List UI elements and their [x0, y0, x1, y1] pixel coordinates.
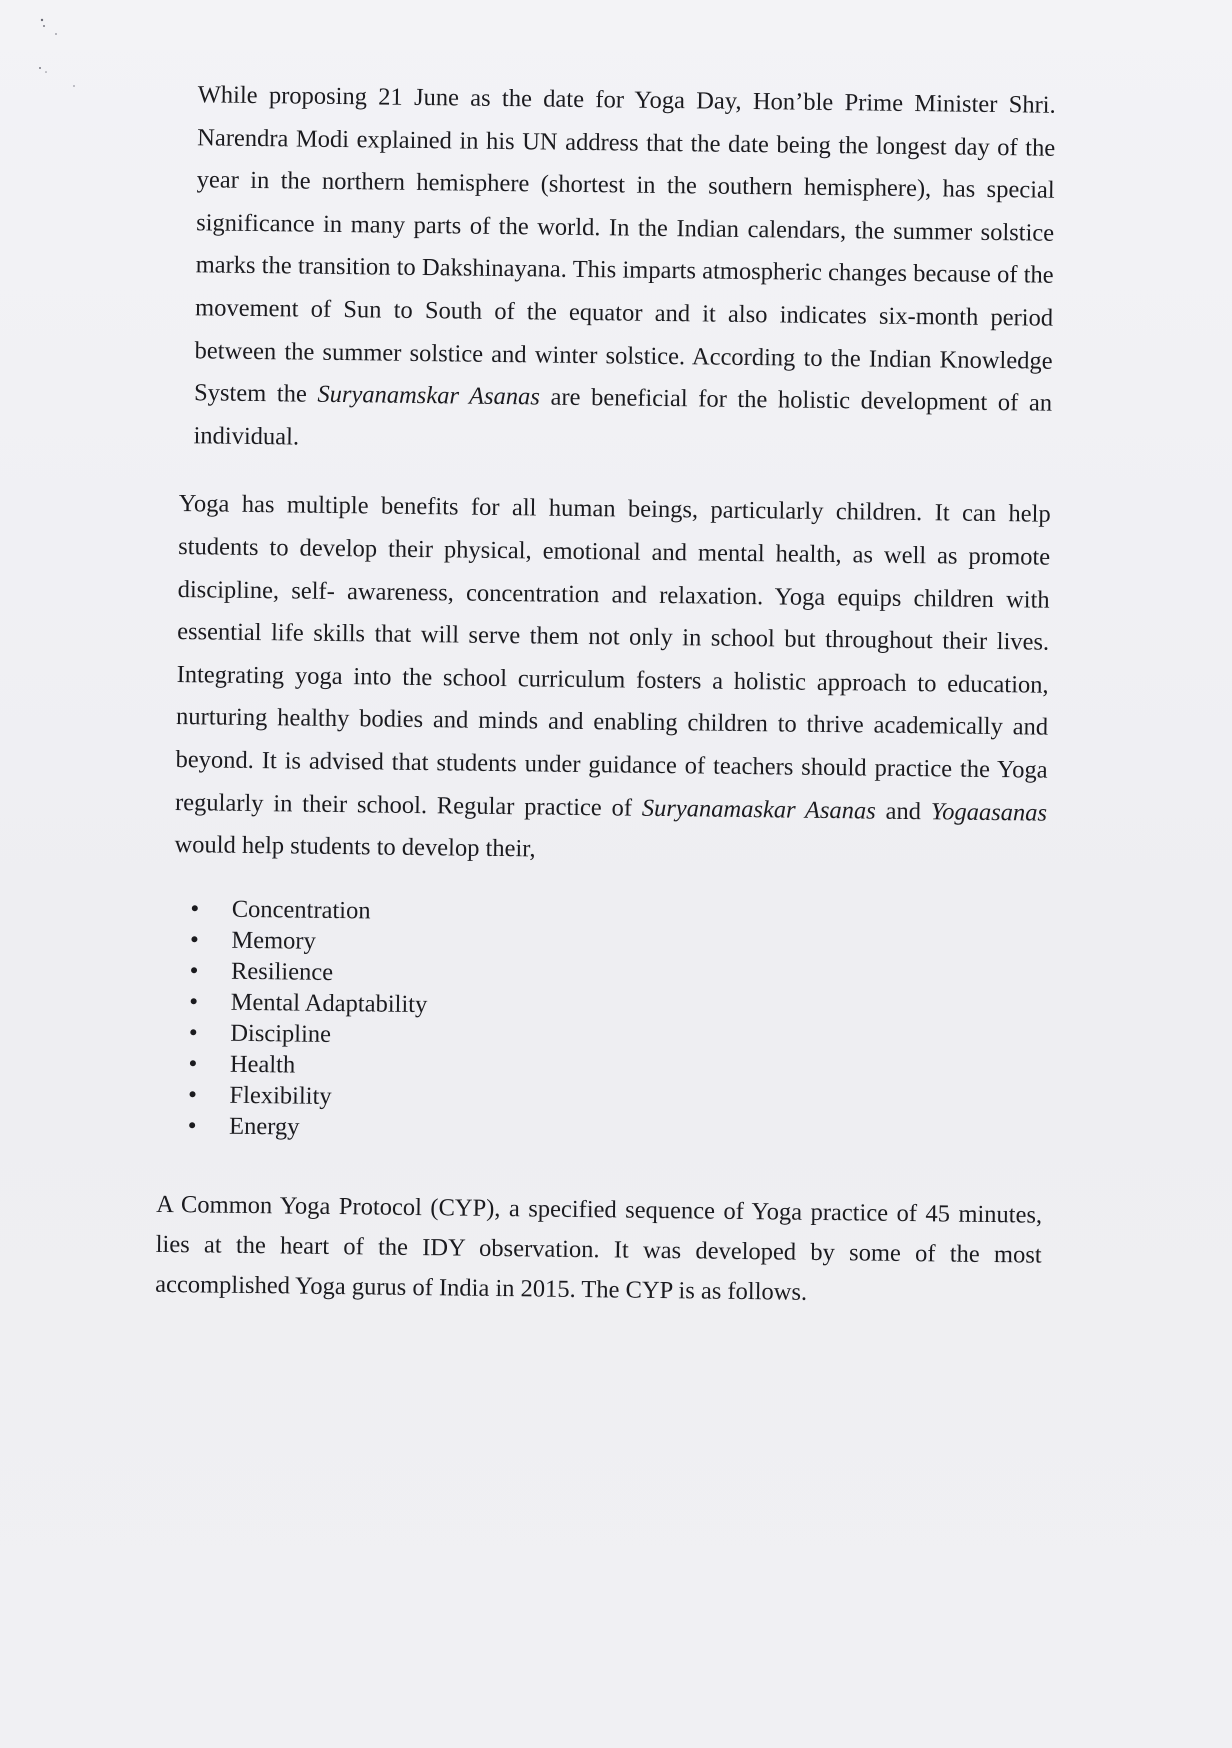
- bullet-icon: [190, 1029, 196, 1035]
- bullet-icon: [190, 1091, 196, 1097]
- bullet-icon: [191, 936, 197, 942]
- bullet-icon: [192, 905, 198, 911]
- bullet-icon: [191, 967, 197, 973]
- paragraph-1-text-b: are beneficial for the holistic development of an individual.: [193, 383, 1053, 451]
- paragraph-2-text-b: and: [875, 797, 932, 825]
- list-item-label: Resilience: [230, 957, 334, 986]
- list-item-label: Discipline: [230, 1019, 332, 1048]
- list-item-label: Health: [229, 1050, 296, 1079]
- paragraph-1-text-a: While proposing 21 June as the date for Yoga Day, Hon’ble Prime Minister Shri. Narendra Modi explained in his UN address that the date being the longest day of the year in the northern hemisphere (shortest in the southern hemisphere), has special significance in many parts of the world. In the Indian calendars, the summer solstice marks the transition to Dakshinayana. This imparts atmospheric changes because of the movement of Sun to South of the equator and it also indicates six-month period between the summer solstice and winter solstice. According to the Indian Knowledge System the: [193, 81, 1056, 408]
- list-item-label: Flexibility: [229, 1081, 332, 1110]
- paragraph-2-text-a: Yoga has multiple benefits for all human beings, particularly children. It can help students to develop their physical, emotional and mental health, as well as promote discipline, self- awareness, concentration and relaxation. Yoga equips children with essential life skills that will serve them not only in school but throughout their lives. Integrating yoga into the school curriculum fosters a holistic approach to education, nurturing healthy bodies and minds and enabling children to thrive academically and beyond. It is advised that students under guidance of teachers should practice the Yoga regularly in their school. Regular practice of: [174, 490, 1051, 822]
- bullet-icon: [189, 1122, 195, 1128]
- document-body: [155, 74, 1058, 1341]
- paragraph-2-text-c: would help students to develop their,: [174, 831, 536, 863]
- list-item-label: Concentration: [231, 895, 371, 925]
- paragraph-2-italic-term-1: Suryanamaskar Asanas: [641, 794, 876, 825]
- list-item-label: Energy: [228, 1112, 300, 1141]
- paragraph-yoga-day-date: [193, 74, 1056, 468]
- paragraph-yoga-benefits: [174, 483, 1051, 877]
- list-item-label: Mental Adaptability: [230, 988, 428, 1018]
- benefits-list: [165, 893, 1048, 1152]
- paragraph-2-italic-term-2: Yogaasanas: [930, 797, 1048, 827]
- bullet-icon: [191, 998, 197, 1004]
- bullet-icon: [190, 1060, 196, 1066]
- paragraph-common-yoga-protocol: A Common Yoga Protocol (CYP), a specified sequence of Yoga practice of 45 minutes, lies at the heart of the IDY observation. It was developed by some of the most accomplished Yoga gurus of India in 2015. The CYP is as follows.: [155, 1190, 1043, 1306]
- list-item-label: Memory: [231, 926, 316, 955]
- scan-speck-marks: [34, 14, 94, 94]
- paragraph-1-italic-term: Suryanamskar Asanas: [317, 380, 541, 411]
